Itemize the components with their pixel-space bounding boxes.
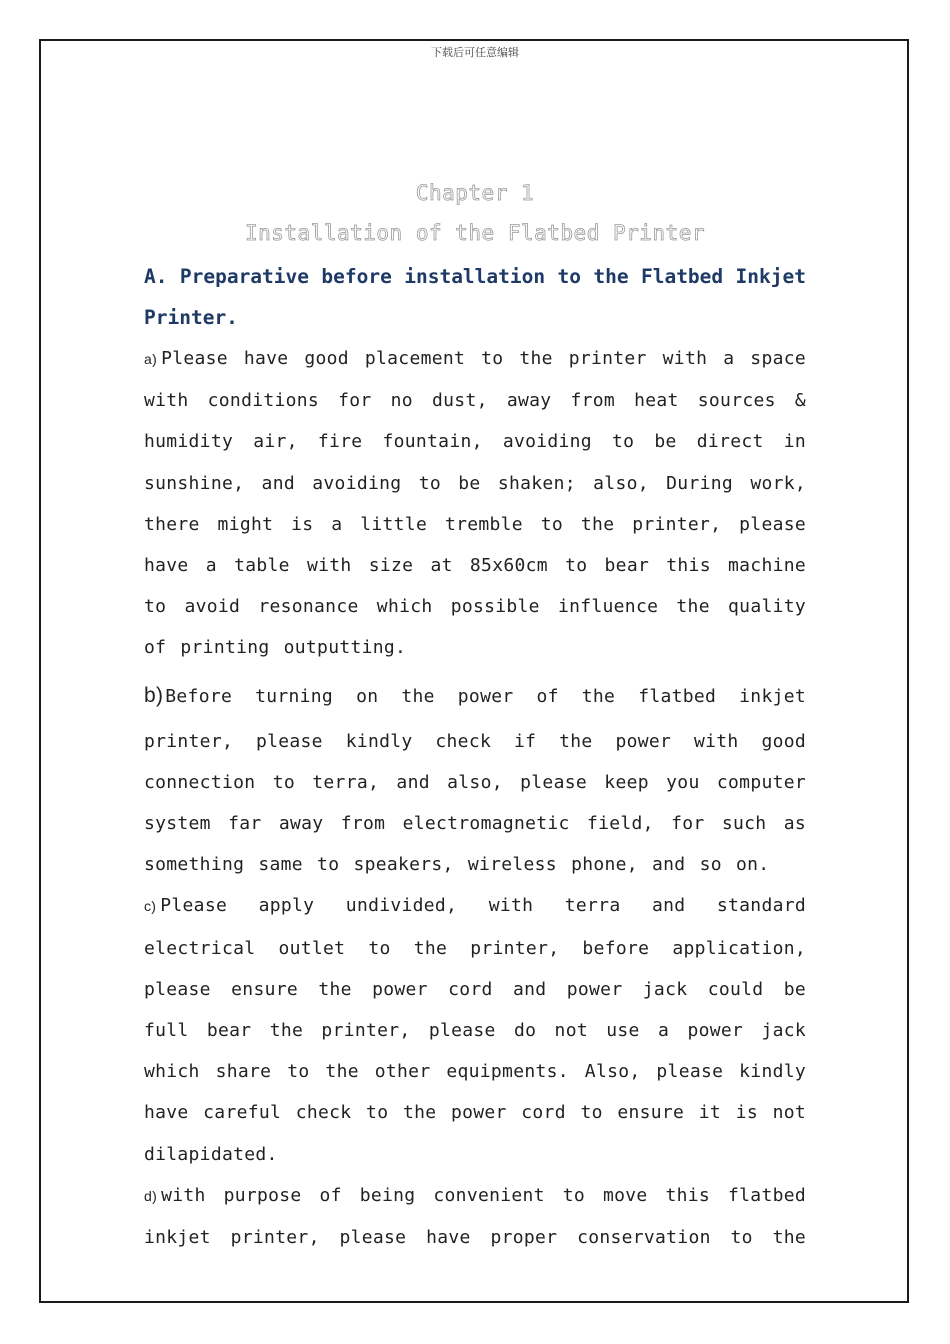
header-note: 下载后可任意编辑 [431, 46, 519, 59]
document-body [144, 256, 806, 1258]
paragraph-b [144, 721, 806, 886]
chapter-title: Installation of the Flatbed Printer [244, 221, 705, 245]
paragraph-c [144, 885, 806, 1174]
list-marker-b: b) [144, 683, 164, 707]
paragraph-d [144, 1175, 806, 1258]
list-marker-d: d) [144, 1187, 158, 1204]
list-marker-a: a) [144, 351, 158, 367]
chapter-number: Chapter 1 [415, 181, 535, 205]
paragraph-b-text: printer, please kindly check if the power with good connection to terra, and also, please keep you computer system far away from electromagnetic field, for such as something same to speakers, wireless phone, and so on. [144, 730, 806, 876]
paragraph-a [144, 338, 806, 669]
paragraph-b-first-line [144, 669, 806, 723]
list-marker-c: c) [144, 898, 157, 915]
paragraph-d-text: with purpose of being convenient to move this flatbed inkjet printer, please have proper conservation to the [144, 1184, 806, 1249]
section-heading: A. Preparative before installation to the Flatbed Inkjet Printer. [144, 265, 806, 329]
paragraph-b-first-line-text: Before turning on the power of the flatbed inkjet [165, 685, 806, 707]
paragraph-a-text: Please have good placement to the printer with a space with conditions for no dust, away from heat sources & humidity air, fire fountain, avoiding to be direct in sunshine, and avoiding to be shaken; also, During work, there might is a little tremble to the printer, please have a table with size at 85x60cm to bear this machine to avoid resonance which possible influence the quality of printing outputting. [144, 348, 806, 659]
paragraph-c-text: Please apply undivided, with terra and standard electrical outlet to the printer, before application, please ensure the power cord and power jack could be full bear the printer, please do not use a power jack which share to the other equipments. Also, please kindly have careful check to the power cord to ensure it is not dilapidated. [144, 895, 806, 1165]
